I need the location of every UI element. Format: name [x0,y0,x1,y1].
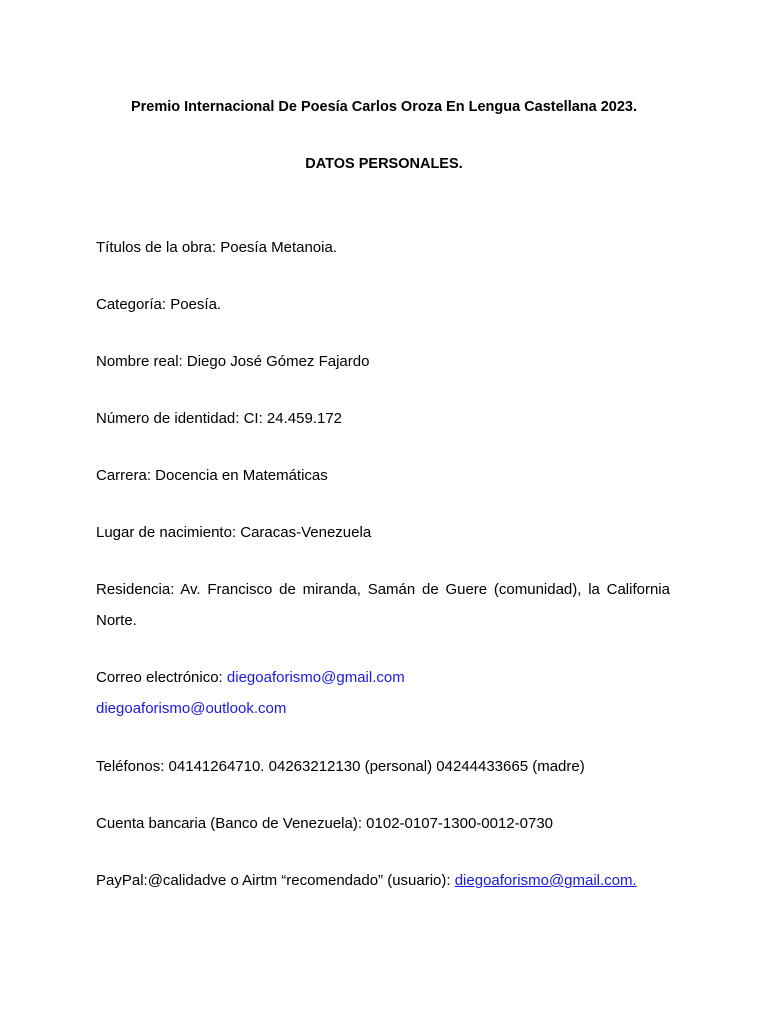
field-correo-outlook [96,700,670,718]
field-nombre: Nombre real: Diego José Gómez Fajardo [96,353,370,370]
correo-outlook-link[interactable]: diegoaforismo@outlook.com [96,700,287,717]
field-residencia-line1: Residencia: Av. Francisco de miranda, Samán de Guere (comunidad), la California [96,581,670,598]
section-heading: DATOS PERSONALES. [305,156,463,172]
paypal-label: PayPal:@calidadve o Airtm “recomendado” (usuario): [96,872,455,889]
field-paypal [96,872,670,890]
field-titulos: Títulos de la obra: Poesía Metanoia. [96,239,337,256]
field-residencia-line2: Norte. [96,612,137,629]
field-correo [96,669,670,687]
field-categoria: Categoría: Poesía. [96,296,222,313]
correo-gmail-link[interactable]: diegoaforismo@gmail.com [226,669,405,686]
field-telefonos: Teléfonos: 04141264710. 04263212130 (personal) 04244433665 (madre) [96,758,585,775]
document-title: Premio Internacional De Poesía Carlos Oroza En Lengua Castellana 2023. [130,99,638,115]
field-identidad: Número de identidad: CI: 24.459.172 [96,410,342,427]
field-carrera: Carrera: Docencia en Matemáticas [96,467,328,484]
field-nacimiento: Lugar de nacimiento: Caracas-Venezuela [96,524,372,541]
correo-label: Correo electrónico: [96,669,227,686]
paypal-email-link[interactable]: diegoaforismo@gmail.com. [454,872,637,889]
field-cuenta: Cuenta bancaria (Banco de Venezuela): 0102-0107-1300-0012-0730 [96,815,554,832]
